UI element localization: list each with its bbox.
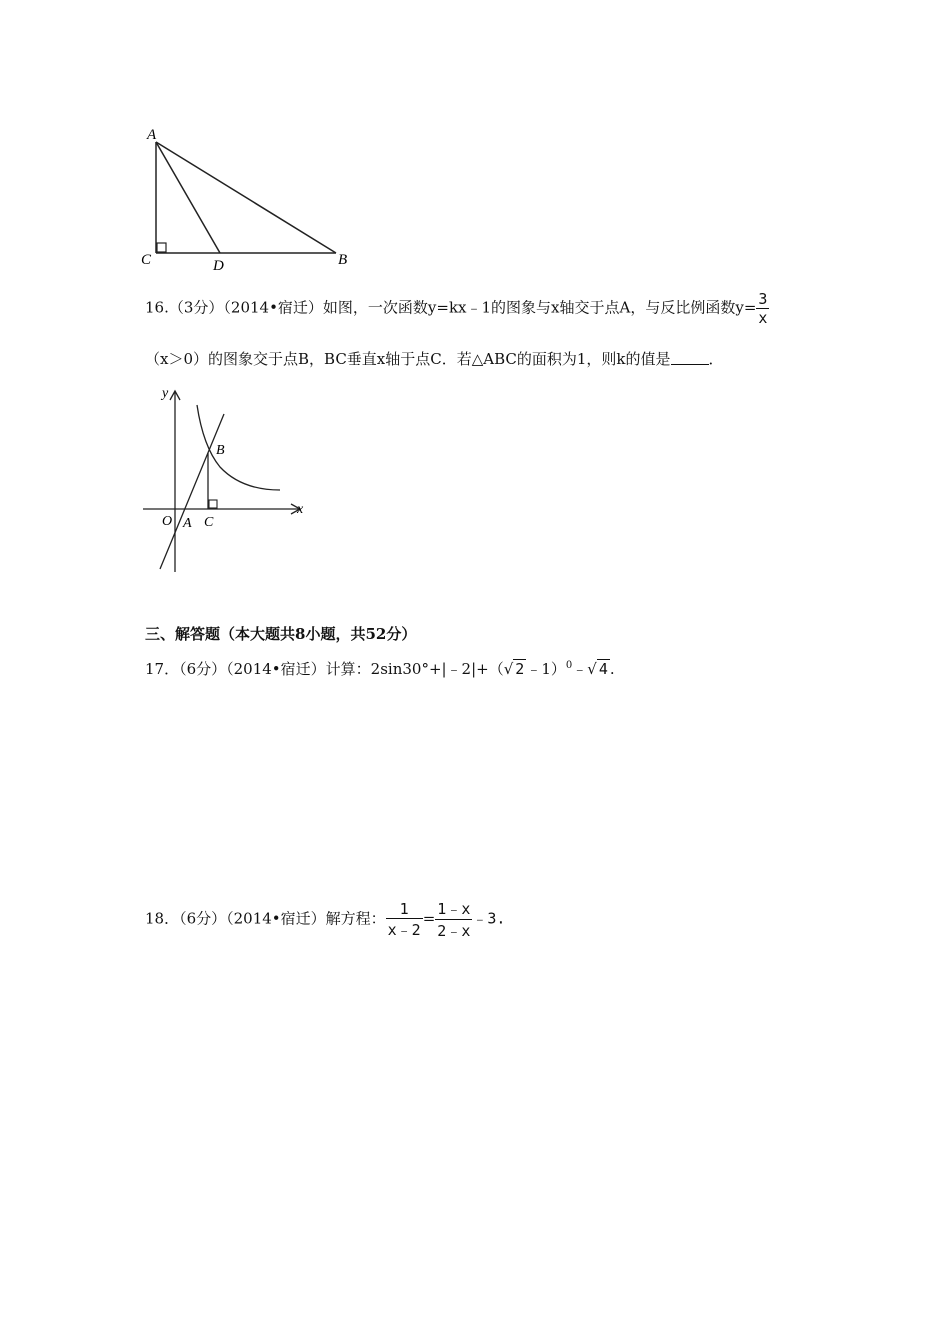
label-b: B: [338, 252, 348, 268]
label-a: A: [183, 516, 192, 531]
question-17: 17．（6分）（2014•宿迁）计算：2sin30°+|﹣2|+（√ 2 ﹣1）$^0$﹣√ 4 .: [145, 660, 615, 678]
right-angle-mark: [209, 500, 217, 508]
question-16-text: 16.（3分）（2014•宿迁）如图，一次函数y=kx﹣1的图象与x轴交于点A，与反比例函数y=: [145, 298, 757, 317]
sqrt-2: √ 2: [503, 660, 525, 678]
answer-blank: [671, 363, 709, 365]
label-d: D: [213, 258, 224, 274]
fraction-1-over-x-minus-2: $\frac{1}{x﹣2}$: [387, 899, 421, 939]
question-16-line2: （x＞0）的图象交于点B，BC垂直x轴于点C．若△ABC的面积为1，则k的值是 ．: [145, 350, 724, 368]
label-c: C: [204, 515, 214, 530]
section-heading: 三、解答题（本大题共8小题，共52分）: [145, 625, 417, 643]
question-16-line1: [145, 290, 769, 327]
linear-function-line: [160, 414, 224, 569]
question-18: 18．（6分）（2014•宿迁）解方程： $\frac{1}{x﹣2}$ = $\frac{1﹣x}{2﹣x}$ ﹣3.: [145, 899, 506, 940]
segment-ab: [156, 142, 336, 253]
fraction-1-minus-x-over-2-minus-x: $\frac{1﹣x}{2﹣x}$: [437, 900, 471, 940]
hyperbola-curve: [197, 405, 280, 490]
label-c: C: [141, 252, 152, 268]
fraction-3-over-x: $\frac{3}{x}$: [758, 290, 768, 327]
label-y: y: [162, 386, 169, 401]
label-b: B: [216, 443, 225, 458]
segment-ad: [156, 142, 220, 253]
label-o: O: [162, 514, 173, 529]
sqrt-4: √ 4: [587, 660, 608, 678]
right-angle-mark: [157, 243, 166, 252]
figure-triangle: [130, 120, 360, 280]
label-a: A: [147, 127, 157, 143]
label-x: x: [297, 502, 304, 517]
figure-graph: [140, 380, 315, 575]
